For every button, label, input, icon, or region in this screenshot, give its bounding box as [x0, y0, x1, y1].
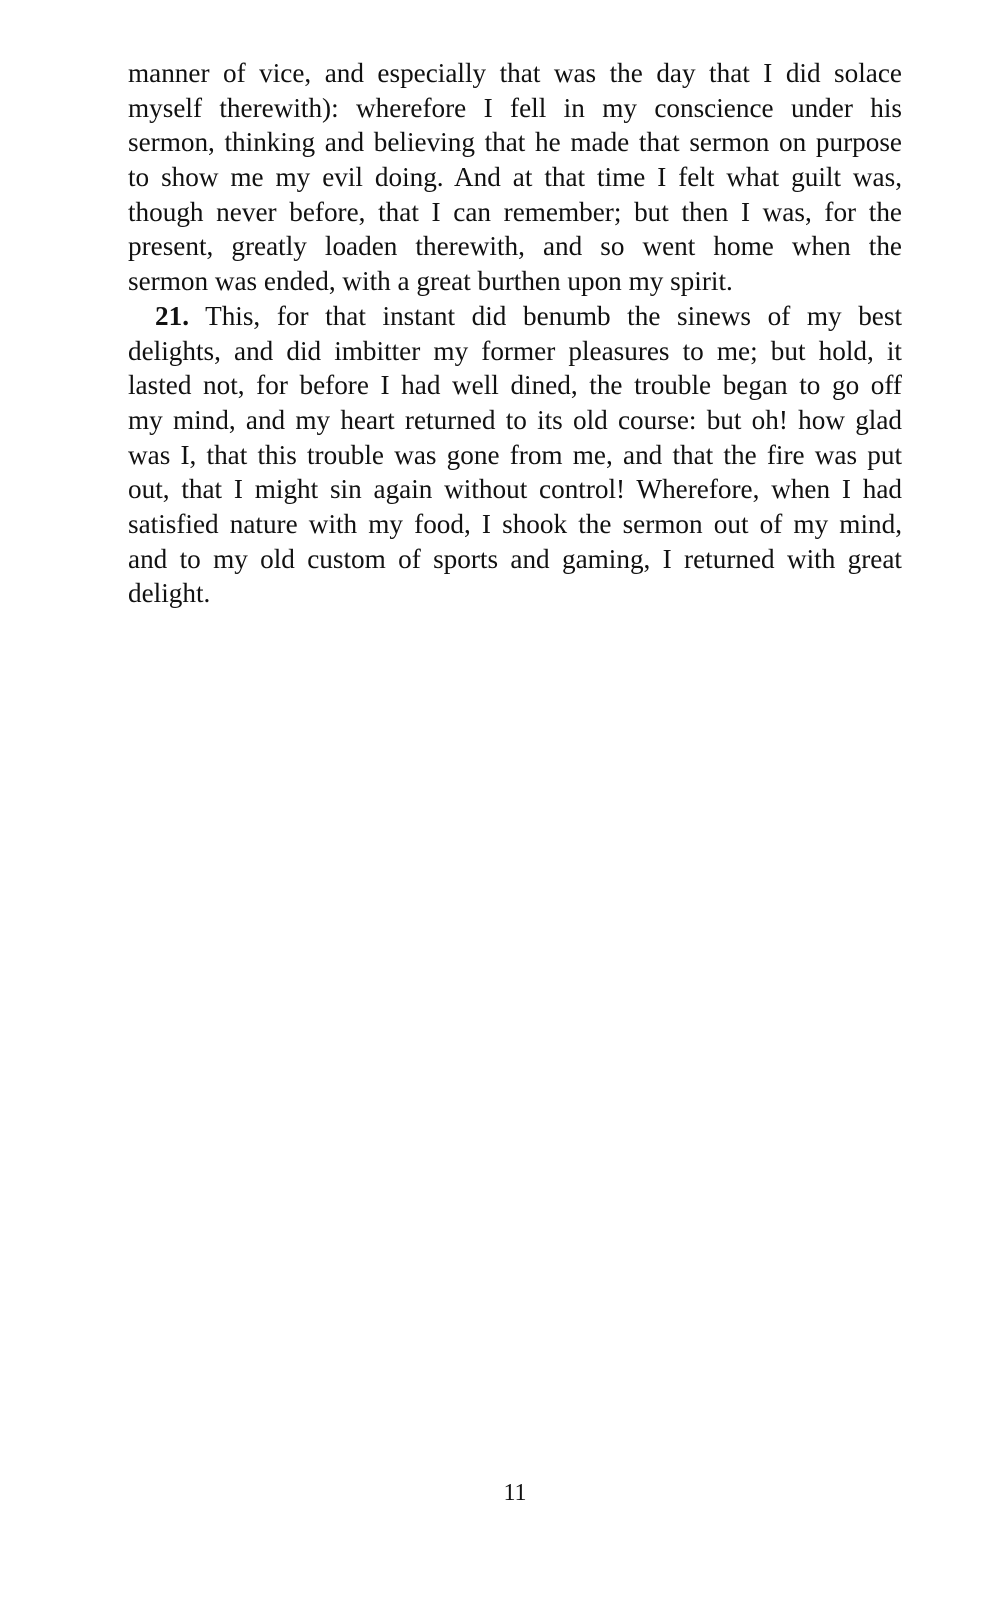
text-line: sermon, thinking and believing that he made that sermon on purpose	[128, 127, 902, 158]
text-line: present, greatly loaden therewith, and so went home when the	[128, 231, 902, 262]
text-line: satisfied nature with my food, I shook the sermon out of my mind,	[128, 508, 902, 539]
text-line: to show me my evil doing. And at that time I felt what guilt was,	[128, 162, 902, 193]
text-line	[128, 299, 902, 334]
text-line: and to my old custom of sports and gaming, I returned with great	[128, 543, 902, 574]
text-line: delight.	[128, 578, 211, 609]
text-line: though never before, that I can remember; but then I was, for the	[128, 196, 902, 227]
paragraph-21	[128, 299, 902, 611]
text-line: lasted not, for before I had well dined, the trouble began to go off	[128, 370, 902, 401]
page-body	[128, 56, 902, 611]
text-line-rest: This, for that instant did benumb the sinews of my best	[188, 300, 902, 331]
text-line: out, that I might sin again without control! Wherefore, when I had	[128, 474, 902, 505]
paragraph-continued	[128, 56, 902, 299]
text-line: sermon was ended, with a great burthen upon my spirit.	[128, 266, 733, 297]
text-line: myself therewith): wherefore I fell in my conscience under his	[128, 92, 902, 123]
page-number: 11	[503, 1480, 527, 1506]
text-line: was I, that this trouble was gone from me, and that the fire was put	[128, 439, 902, 470]
text-line: delights, and did imbitter my former pleasures to me; but hold, it	[128, 335, 902, 366]
text-line: manner of vice, and especially that was the day that I did solace	[128, 58, 902, 88]
paragraph-number: 21.	[155, 300, 189, 331]
text-line: my mind, and my heart returned to its old course: but oh! how glad	[128, 404, 902, 435]
